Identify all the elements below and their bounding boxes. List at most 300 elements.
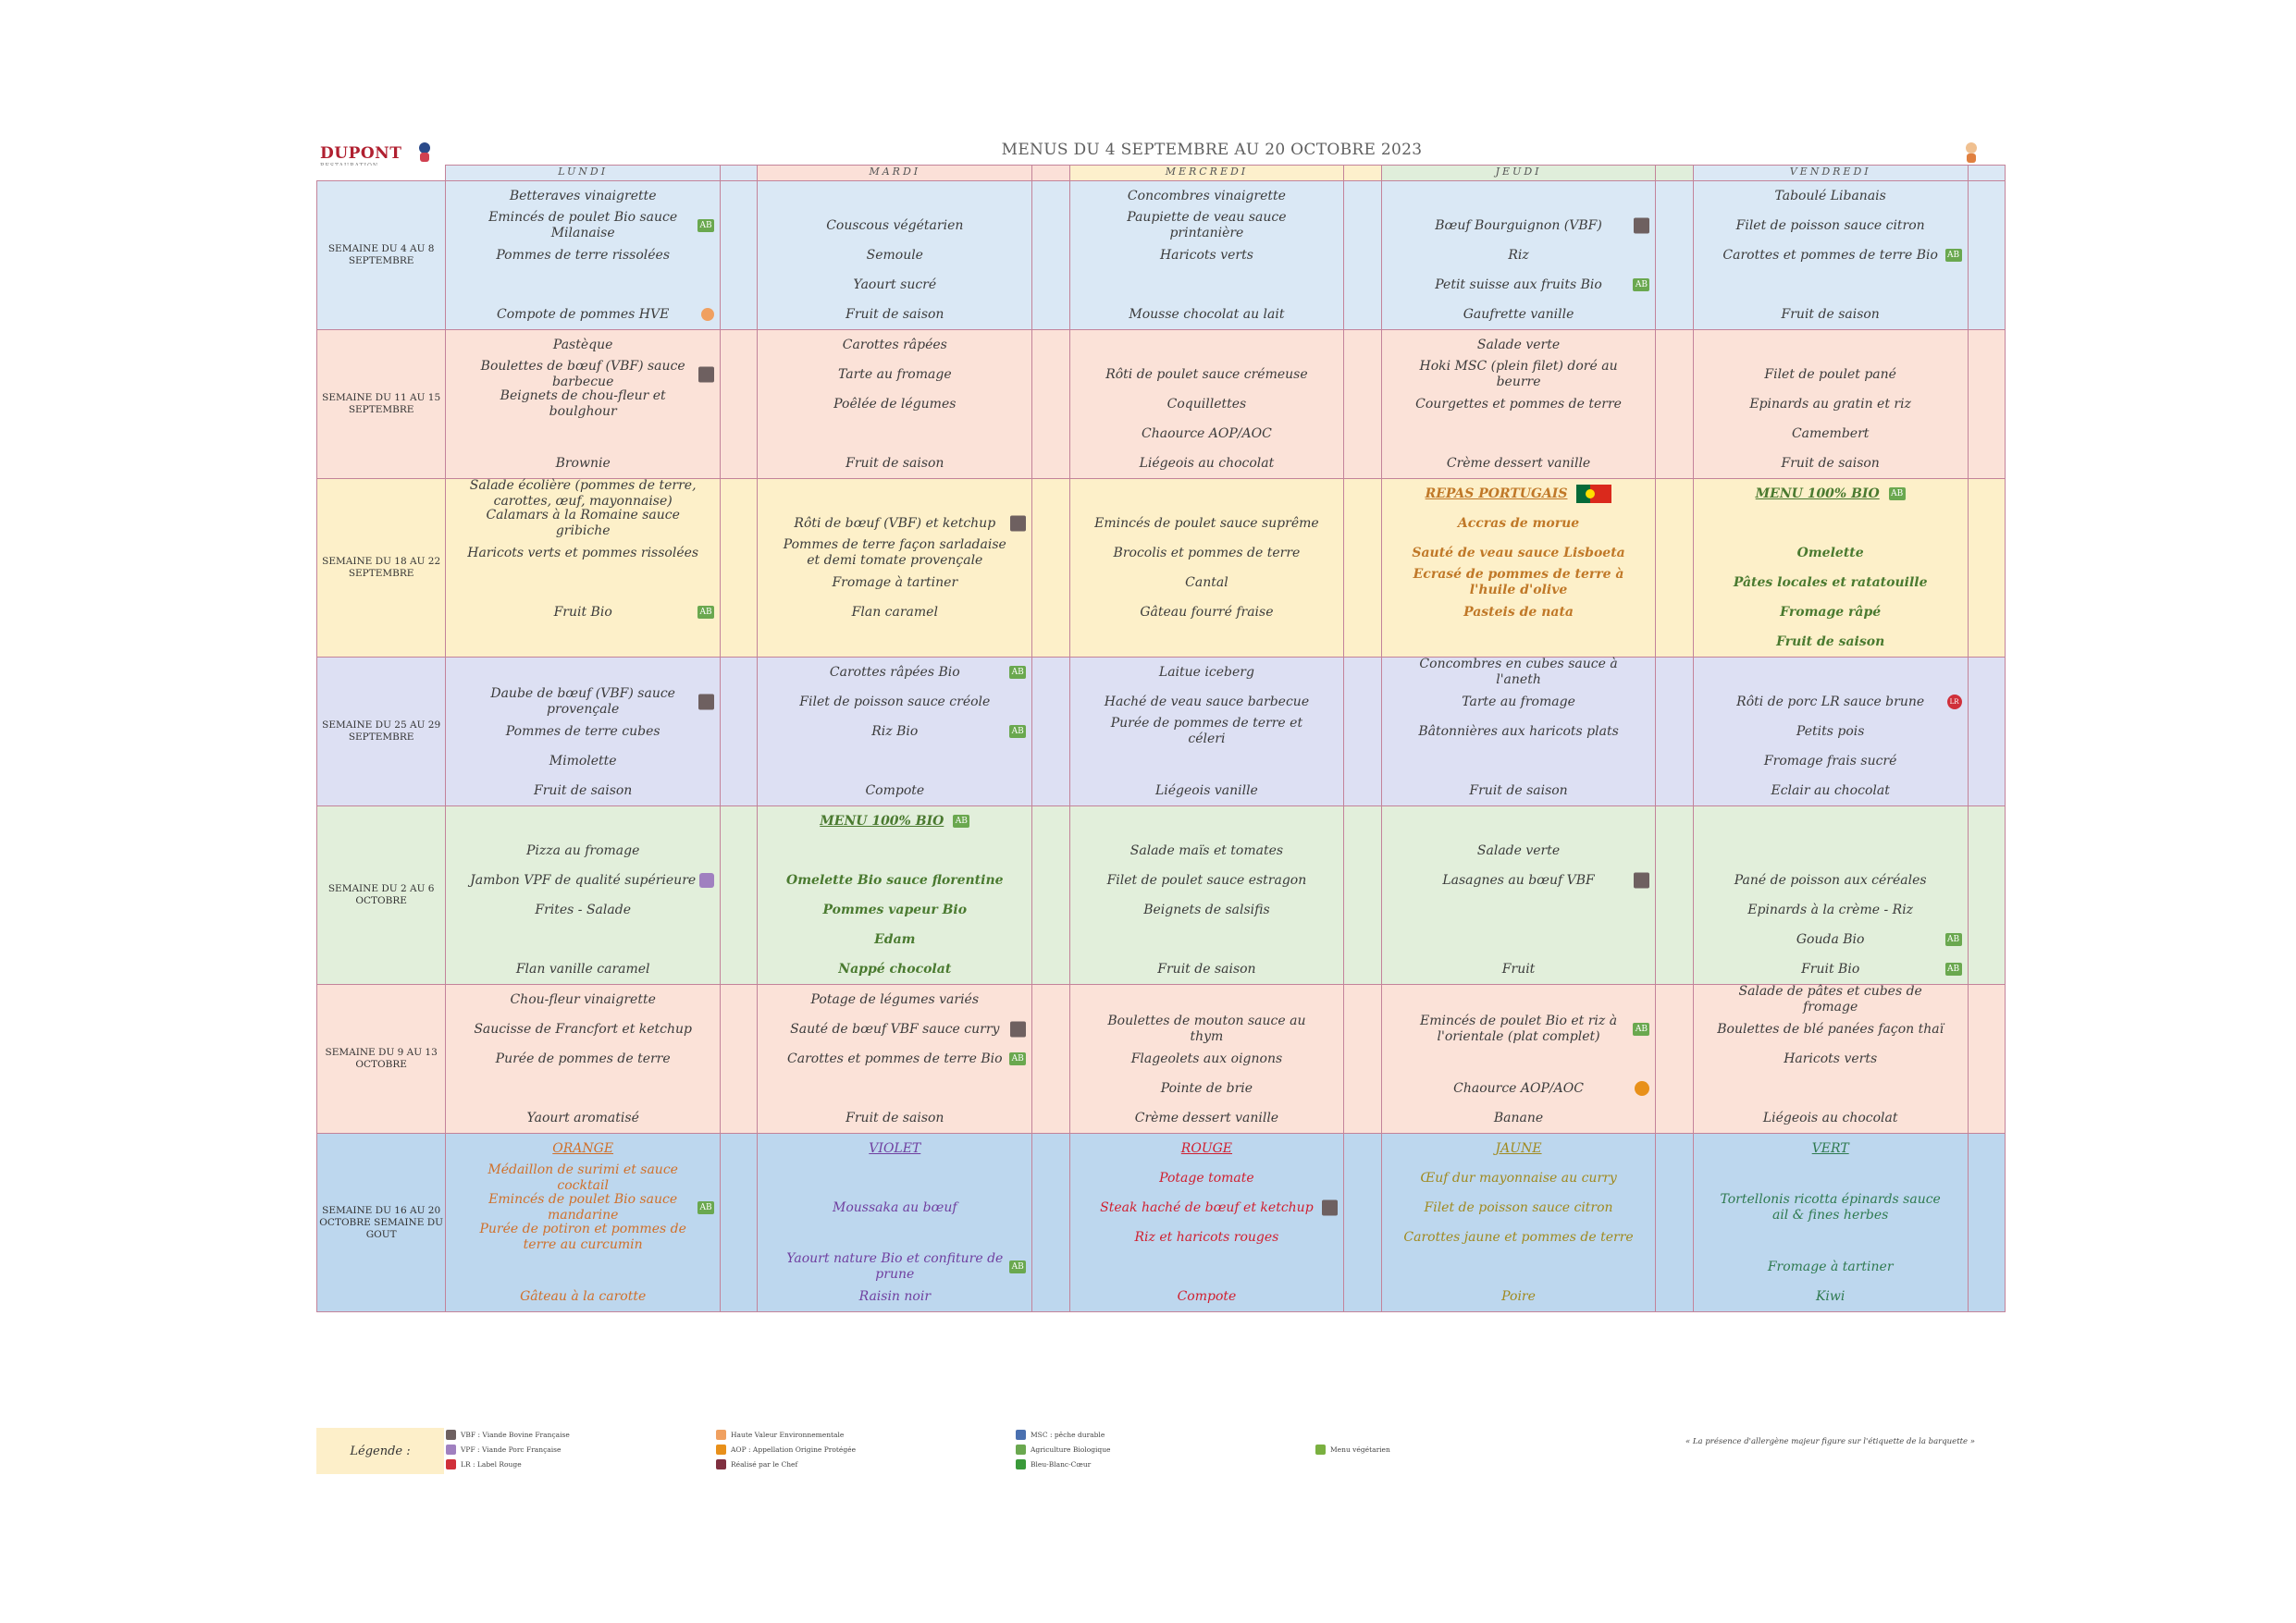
dish-item xyxy=(446,300,720,329)
dish-label: Fromage à tartiner xyxy=(1767,1259,1894,1274)
dish-item xyxy=(1070,1014,1344,1044)
empty-slot xyxy=(1070,330,1344,360)
dish-label: Flan caramel xyxy=(851,604,938,620)
dish-item xyxy=(1070,597,1344,627)
dish-label: Yaourt nature Bio et confiture de prune xyxy=(786,1251,1004,1282)
dish-label: Haricots verts xyxy=(1159,247,1253,263)
spacer-cell xyxy=(721,1134,758,1312)
dish-item xyxy=(1694,449,1968,478)
legend-item xyxy=(716,1459,797,1469)
empty-slot xyxy=(758,746,1031,776)
dish-item xyxy=(1070,1282,1344,1311)
empty-slot xyxy=(1070,1252,1344,1282)
dish-label: Moussaka au bœuf xyxy=(833,1199,957,1215)
dish-item xyxy=(446,1014,720,1044)
dish-label: Pasteis de nata xyxy=(1463,604,1574,620)
day-header-lundi: LUNDI xyxy=(446,166,721,181)
menu-cell-vendredi xyxy=(1693,985,1968,1134)
bio-label-icon: AB xyxy=(1633,278,1649,291)
legend-swatch-icon xyxy=(716,1445,726,1455)
dish-label: Salade écolière (pommes de terre, carottes, œuf, mayonnaise) xyxy=(469,478,697,509)
menu-cell-lundi xyxy=(446,658,721,806)
dish-label: Haricots verts xyxy=(1784,1051,1878,1066)
dish-item xyxy=(1070,181,1344,211)
dish-item xyxy=(1694,717,1968,746)
empty-slot xyxy=(446,1074,720,1103)
dish-item xyxy=(1382,449,1656,478)
dish-label: Pommes de terre cubes xyxy=(505,723,660,739)
bio-label-icon: AB xyxy=(1633,1023,1649,1036)
dish-label: Fruit de saison xyxy=(846,306,944,322)
dish-item xyxy=(1382,717,1656,746)
dish-label: Fromage frais sucré xyxy=(1763,753,1897,768)
spacer-cell xyxy=(1032,479,1069,658)
week-row xyxy=(317,1134,2006,1312)
dish-label: Fruit de saison xyxy=(1781,455,1880,471)
spacer-cell xyxy=(721,985,758,1134)
dish-item xyxy=(446,211,720,240)
dish-label: Epinards au gratin et riz xyxy=(1749,396,1911,412)
dish-item xyxy=(758,806,1031,836)
dish-item xyxy=(758,240,1031,270)
week-label: SEMAINE DU 2 AU 6 OCTOBRE xyxy=(317,806,446,985)
dish-item xyxy=(1070,1163,1344,1193)
empty-slot xyxy=(1694,330,1968,360)
empty-slot xyxy=(1694,1163,1968,1193)
dish-item xyxy=(446,1103,720,1133)
dish-item xyxy=(446,1223,720,1252)
dish-item xyxy=(446,240,720,270)
vbf-label-icon xyxy=(1322,1200,1338,1216)
dish-item xyxy=(1694,1252,1968,1282)
dish-label: Tarte au fromage xyxy=(1462,694,1575,709)
spacer-cell xyxy=(1344,658,1381,806)
allergen-note: « La présence d'allergène majeur figure sur l'étiquette de la barquette » xyxy=(1685,1437,1975,1446)
hve-label-icon xyxy=(701,308,714,321)
dish-item xyxy=(1070,895,1344,925)
legend-item xyxy=(1315,1445,1390,1455)
spacer-cell xyxy=(1032,330,1069,479)
menu-cell-jeudi xyxy=(1381,181,1656,330)
aop-label-icon xyxy=(1635,1081,1649,1096)
dish-label: Omelette xyxy=(1796,545,1864,560)
mascot-icon xyxy=(413,141,437,165)
empty-slot xyxy=(1070,746,1344,776)
legend-item xyxy=(1016,1430,1105,1440)
spacer-cell xyxy=(721,658,758,806)
dish-item xyxy=(446,538,720,568)
dish-label: Brocolis et pommes de terre xyxy=(1113,545,1301,560)
dish-label: Filet de poulet sauce estragon xyxy=(1106,872,1307,888)
dish-item xyxy=(1382,211,1656,240)
dish-item xyxy=(758,538,1031,568)
day-header-spacer xyxy=(1656,166,1693,181)
dish-item xyxy=(758,1193,1031,1223)
dish-item xyxy=(1382,1134,1656,1163)
dish-label: MENU 100% BIO xyxy=(820,813,944,829)
spacer-cell xyxy=(1656,1134,1693,1312)
dish-item xyxy=(1382,687,1656,717)
dish-label: Purée de pommes de terre et céleri xyxy=(1110,716,1303,746)
menu-cell-lundi xyxy=(446,181,721,330)
dish-label: Riz xyxy=(1508,247,1529,263)
legend-text: VBF : Viande Bovine Française xyxy=(461,1431,570,1439)
dish-label: Petits pois xyxy=(1796,723,1865,739)
dish-item xyxy=(1382,1074,1656,1103)
legend-item xyxy=(446,1430,570,1440)
dish-item xyxy=(446,389,720,419)
dish-label: Semoule xyxy=(866,247,923,263)
week-row xyxy=(317,985,2006,1134)
dish-label: Tortellonis ricotta épinards sauce ail & fines herbes xyxy=(1720,1192,1941,1223)
legend-text: Bleu-Blanc-Cœur xyxy=(1031,1460,1092,1469)
empty-slot xyxy=(1694,509,1968,538)
legend-swatch-icon xyxy=(1016,1459,1026,1469)
dish-label: VIOLET xyxy=(869,1140,921,1156)
dish-item xyxy=(758,300,1031,329)
spacer-cell xyxy=(721,330,758,479)
empty-slot xyxy=(1070,479,1344,509)
legend-swatch-icon xyxy=(446,1430,456,1440)
portugal-flag-icon xyxy=(1576,485,1611,503)
spacer-cell xyxy=(1032,806,1069,985)
empty-slot xyxy=(1070,985,1344,1014)
dish-label: Bœuf Bourguignon (VBF) xyxy=(1435,217,1602,233)
dish-item xyxy=(758,509,1031,538)
empty-slot xyxy=(446,270,720,300)
dish-item xyxy=(1382,836,1656,866)
dish-label: Rôti de bœuf (VBF) et ketchup xyxy=(794,515,996,531)
dish-item xyxy=(1070,211,1344,240)
menu-cell-mercredi xyxy=(1069,985,1344,1134)
dish-item xyxy=(446,360,720,389)
dish-item xyxy=(758,1014,1031,1044)
spacer-cell xyxy=(1968,658,2005,806)
menu-cell-vendredi xyxy=(1693,806,1968,985)
menu-cell-mercredi xyxy=(1069,330,1344,479)
dish-label: Betteraves vinaigrette xyxy=(509,188,657,203)
dish-label: Chaource AOP/AOC xyxy=(1142,425,1272,441)
menu-cell-vendredi xyxy=(1693,330,1968,479)
dish-label: Daube de bœuf (VBF) sauce provençale xyxy=(490,686,675,717)
vbf-label-icon xyxy=(1634,873,1649,889)
spacer-cell xyxy=(1968,330,2005,479)
dish-label: Poire xyxy=(1501,1288,1536,1304)
menu-cell-jeudi xyxy=(1381,330,1656,479)
dish-label: Purée de pommes de terre xyxy=(495,1051,671,1066)
dish-label: Haché de veau sauce barbecue xyxy=(1104,694,1310,709)
dish-label: Pommes de terre rissolées xyxy=(496,247,671,263)
chef-mascot-icon xyxy=(1961,141,1981,165)
dish-label: Yaourt aromatisé xyxy=(526,1110,639,1125)
dish-label: Compote de pommes HVE xyxy=(497,306,670,322)
legend-swatch-icon xyxy=(716,1430,726,1440)
dish-label: Gouda Bio xyxy=(1796,931,1865,947)
dish-label: Saucisse de Francfort et ketchup xyxy=(474,1021,692,1037)
dish-label: Gaufrette vanille xyxy=(1463,306,1574,322)
dish-item xyxy=(1694,627,1968,657)
legend-item xyxy=(716,1430,844,1440)
dish-label: Concombres vinaigrette xyxy=(1127,188,1286,203)
dish-item xyxy=(758,211,1031,240)
dish-label: Yaourt sucré xyxy=(853,277,937,292)
spacer-cell xyxy=(1344,1134,1381,1312)
dish-label: Hoki MSC (plein filet) doré au beurre xyxy=(1419,359,1618,389)
vbf-label-icon xyxy=(1010,516,1026,532)
dish-label: Boulettes de blé panées façon thaï xyxy=(1717,1021,1944,1037)
week-label: SEMAINE DU 11 AU 15 SEPTEMBRE xyxy=(317,330,446,479)
empty-slot xyxy=(758,1163,1031,1193)
dish-item xyxy=(1694,954,1968,984)
dish-item xyxy=(1070,776,1344,805)
dish-item xyxy=(446,509,720,538)
dish-item xyxy=(1070,866,1344,895)
dish-label: Courgettes et pommes de terre xyxy=(1415,396,1622,412)
dish-label: Filet de poulet pané xyxy=(1764,366,1896,382)
dish-label: Brownie xyxy=(555,455,611,471)
dish-label: Chaource AOP/AOC xyxy=(1453,1080,1584,1096)
dish-label: Concombres en cubes sauce à l'aneth xyxy=(1419,657,1618,687)
dish-label: Carottes râpées xyxy=(842,337,947,352)
dish-label: Coquillettes xyxy=(1167,396,1247,412)
dish-item xyxy=(1694,300,1968,329)
spacer-cell xyxy=(1344,181,1381,330)
dish-label: Purée de potiron et pommes de terre au curcumin xyxy=(479,1222,686,1252)
dish-item xyxy=(1694,360,1968,389)
dish-label: Poêlée de légumes xyxy=(833,396,957,412)
dish-item xyxy=(1382,1193,1656,1223)
spacer-cell xyxy=(1656,479,1693,658)
dish-item xyxy=(1070,240,1344,270)
dish-item xyxy=(1694,181,1968,211)
dish-label: Riz et haricots rouges xyxy=(1134,1229,1279,1245)
bio-label-icon: AB xyxy=(1945,933,1962,946)
dish-label: Epinards à la crème - Riz xyxy=(1747,902,1914,917)
vbf-label-icon xyxy=(1010,1022,1026,1038)
dish-item xyxy=(446,330,720,360)
empty-slot xyxy=(446,806,720,836)
menu-cell-mardi xyxy=(758,985,1032,1134)
legend xyxy=(316,1428,2006,1474)
dish-item xyxy=(758,597,1031,627)
legend-item xyxy=(1016,1459,1091,1469)
dish-item xyxy=(758,866,1031,895)
empty-slot xyxy=(1382,1252,1656,1282)
empty-slot xyxy=(1382,419,1656,449)
dish-item xyxy=(446,479,720,509)
dish-label: Salade verte xyxy=(1476,337,1561,352)
dish-label: Fruit de saison xyxy=(534,782,633,798)
menu-cell-vendredi xyxy=(1693,1134,1968,1312)
page-title: MENUS DU 4 SEPTEMBRE AU 20 OCTOBRE 2023 xyxy=(1001,141,1423,159)
dish-item xyxy=(1382,866,1656,895)
empty-slot xyxy=(758,181,1031,211)
dish-item xyxy=(1070,300,1344,329)
dish-item xyxy=(1382,479,1656,509)
dish-label: Beignets de salsifis xyxy=(1143,902,1270,917)
legend-swatch-icon xyxy=(446,1459,456,1469)
legend-text: Réalisé par le Chef xyxy=(731,1460,798,1469)
dish-item xyxy=(1694,985,1968,1014)
spacer-cell xyxy=(1968,479,2005,658)
spacer-cell xyxy=(1656,181,1693,330)
dish-label: Carottes râpées Bio xyxy=(829,664,960,680)
week-row xyxy=(317,181,2006,330)
bio-label-icon: AB xyxy=(1945,963,1962,976)
dish-item xyxy=(1070,389,1344,419)
dish-label: Kiwi xyxy=(1815,1288,1845,1304)
dish-item xyxy=(758,1044,1031,1074)
dish-label: Carottes et pommes de terre Bio xyxy=(787,1051,1003,1066)
bio-label-icon: AB xyxy=(1945,249,1962,262)
menu-cell-jeudi xyxy=(1381,658,1656,806)
menu-cell-lundi xyxy=(446,806,721,985)
dish-label: Nappé chocolat xyxy=(838,961,952,977)
dish-item xyxy=(1070,836,1344,866)
dish-item xyxy=(1382,658,1656,687)
dish-label: Gâteau à la carotte xyxy=(520,1288,647,1304)
week-label: SEMAINE DU 18 AU 22 SEPTEMBRE xyxy=(317,479,446,658)
dish-item xyxy=(1694,866,1968,895)
dish-item xyxy=(1382,1163,1656,1193)
corner-cell xyxy=(317,166,446,181)
spacer-cell xyxy=(1032,985,1069,1134)
dish-item xyxy=(1694,419,1968,449)
dish-label: Liégeois au chocolat xyxy=(1139,455,1275,471)
empty-slot xyxy=(758,836,1031,866)
menu-cell-mardi xyxy=(758,658,1032,806)
empty-slot xyxy=(1382,181,1656,211)
empty-slot xyxy=(1070,925,1344,954)
spacer-cell xyxy=(1032,181,1069,330)
dish-label: Emincés de poulet Bio sauce Milanaise xyxy=(488,210,678,240)
dish-item xyxy=(1694,1103,1968,1133)
dish-item xyxy=(446,836,720,866)
dish-label: Mousse chocolat au lait xyxy=(1129,306,1285,322)
spacer-cell xyxy=(1344,985,1381,1134)
legend-item xyxy=(446,1445,561,1455)
dish-label: Jambon VPF de qualité supérieure xyxy=(470,872,697,888)
dish-item xyxy=(1694,1193,1968,1223)
dish-item xyxy=(758,1282,1031,1311)
bio-label-icon: AB xyxy=(1009,1260,1026,1273)
menu-cell-lundi xyxy=(446,985,721,1134)
dish-item xyxy=(1694,1044,1968,1074)
dish-label: Steak haché de bœuf et ketchup xyxy=(1100,1199,1314,1215)
dish-item xyxy=(758,1252,1031,1282)
day-header-jeudi: JEUDI xyxy=(1381,166,1656,181)
dish-item xyxy=(1070,1223,1344,1252)
dish-label: Médaillon de surimi et sauce cocktail xyxy=(488,1162,678,1193)
dish-item xyxy=(1694,389,1968,419)
spacer-cell xyxy=(1344,330,1381,479)
empty-slot xyxy=(1382,895,1656,925)
dish-item xyxy=(758,270,1031,300)
legend-text: Agriculture Biologique xyxy=(1031,1445,1111,1454)
dish-label: Fruit de saison xyxy=(1781,306,1880,322)
legend-label: Légende : xyxy=(316,1428,444,1474)
empty-slot xyxy=(1694,658,1968,687)
spacer-cell xyxy=(721,479,758,658)
dish-item xyxy=(758,360,1031,389)
vbf-label-icon xyxy=(698,695,714,710)
legend-item xyxy=(1016,1445,1111,1455)
dish-item xyxy=(1694,211,1968,240)
dish-item xyxy=(446,449,720,478)
spacer-cell xyxy=(1032,1134,1069,1312)
dish-item xyxy=(1382,360,1656,389)
dish-item xyxy=(446,1163,720,1193)
empty-slot xyxy=(1070,270,1344,300)
spacer-cell xyxy=(1968,181,2005,330)
dish-label: Ecrasé de pommes de terre à l'huile d'olive xyxy=(1413,567,1624,597)
dish-item xyxy=(1694,1134,1968,1163)
dish-item xyxy=(1382,240,1656,270)
menu-cell-vendredi xyxy=(1693,658,1968,806)
dish-label: Liégeois vanille xyxy=(1155,782,1258,798)
dish-label: Filet de poisson sauce citron xyxy=(1424,1199,1613,1215)
dish-item xyxy=(1694,597,1968,627)
legend-text: LR : Label Rouge xyxy=(461,1460,522,1469)
dish-item xyxy=(1694,1014,1968,1044)
dish-label: Tarte au fromage xyxy=(837,366,952,382)
dish-item xyxy=(1382,389,1656,419)
dish-label: Filet de poisson sauce créole xyxy=(799,694,991,709)
dish-label: Calamars à la Romaine sauce gribiche xyxy=(486,508,680,538)
dish-item xyxy=(1694,568,1968,597)
menu-cell-mardi xyxy=(758,479,1032,658)
dish-label: Fromage à tartiner xyxy=(832,574,958,590)
dish-item xyxy=(1694,240,1968,270)
week-label: SEMAINE DU 16 AU 20 OCTOBRE SEMAINE DU GOUT xyxy=(317,1134,446,1312)
dish-item xyxy=(446,717,720,746)
empty-slot xyxy=(758,1074,1031,1103)
spacer-cell xyxy=(1968,806,2005,985)
dish-item xyxy=(446,746,720,776)
bio-label-icon: AB xyxy=(697,606,714,619)
dish-item xyxy=(446,1134,720,1163)
dish-label: REPAS PORTUGAIS xyxy=(1425,486,1568,501)
dish-item xyxy=(758,389,1031,419)
menu-cell-vendredi xyxy=(1693,479,1968,658)
dish-label: Emincés de poulet Bio et riz à l'orientale (plat complet) xyxy=(1420,1014,1618,1044)
dish-label: Boulettes de mouton sauce au thym xyxy=(1107,1014,1306,1044)
empty-slot xyxy=(446,925,720,954)
day-header-mercredi: MERCREDI xyxy=(1069,166,1344,181)
dish-label: Fruit de saison xyxy=(846,1110,944,1125)
dish-label: Sauté de veau sauce Lisboeta xyxy=(1412,545,1625,560)
empty-slot xyxy=(1070,806,1344,836)
bio-label-icon: AB xyxy=(953,815,969,828)
menu-cell-jeudi xyxy=(1381,806,1656,985)
dish-item xyxy=(758,330,1031,360)
menu-cell-mercredi xyxy=(1069,479,1344,658)
dish-item xyxy=(1694,479,1968,509)
dish-label: VERT xyxy=(1811,1140,1849,1156)
empty-slot xyxy=(1694,1223,1968,1252)
menu-cell-jeudi xyxy=(1381,1134,1656,1312)
dish-label: Rôti de porc LR sauce brune xyxy=(1736,694,1925,709)
legend-item xyxy=(446,1459,522,1469)
spacer-cell xyxy=(1656,806,1693,985)
dish-label: MENU 100% BIO xyxy=(1755,486,1880,501)
legend-text: AOP : Appellation Origine Protégée xyxy=(731,1445,857,1454)
spacer-cell xyxy=(1656,658,1693,806)
legend-item xyxy=(716,1445,856,1455)
dish-label: Omelette Bio sauce florentine xyxy=(786,872,1004,888)
spacer-cell xyxy=(1656,330,1693,479)
menu-cell-jeudi xyxy=(1381,479,1656,658)
